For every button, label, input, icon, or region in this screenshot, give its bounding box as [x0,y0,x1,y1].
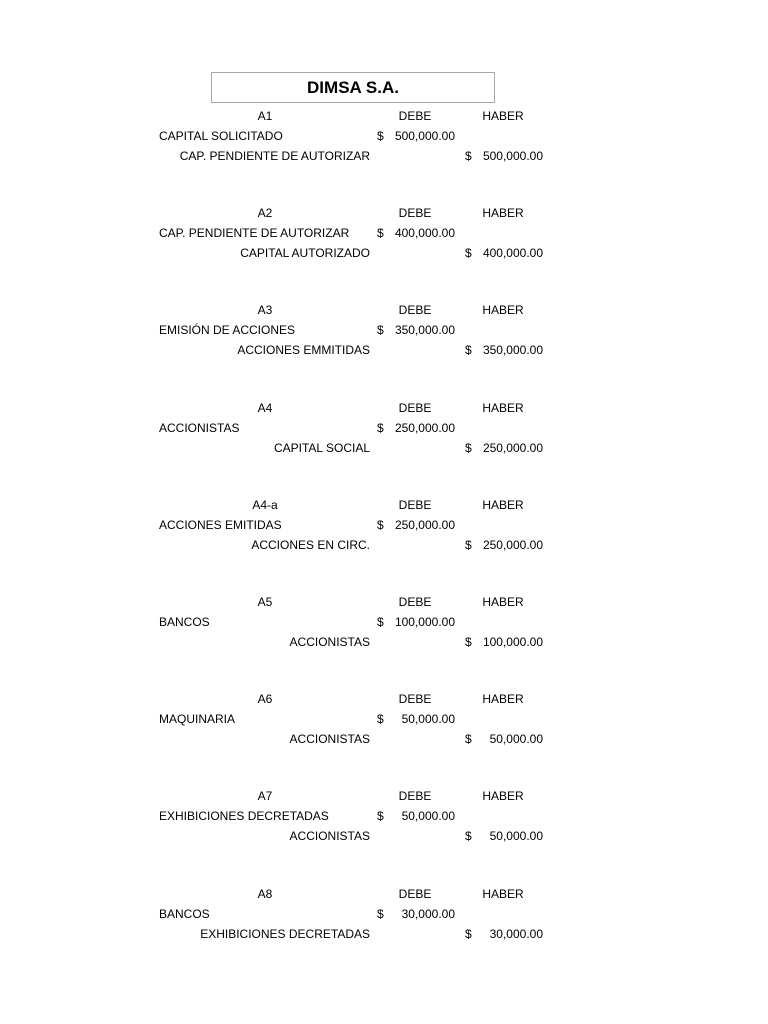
credit-amount: 100,000.00 [482,635,543,649]
debit-currency: $ [377,518,384,532]
journal-entry [0,303,768,363]
credit-currency: $ [465,732,472,746]
credit-currency: $ [465,246,472,260]
debit-amount: 50,000.00 [401,809,455,823]
journal-entry [0,887,768,947]
credit-amount: 350,000.00 [482,343,543,357]
haber-header: HABER [482,595,524,609]
entry-code: A2 [257,206,273,220]
credit-account: ACCIONISTAS [289,829,370,843]
credit-amount: 400,000.00 [482,246,543,260]
entry-code: A5 [257,595,273,609]
debit-account: CAPITAL SOLICITADO [159,129,283,143]
debit-currency: $ [377,907,384,921]
credit-amount: 50,000.00 [489,732,543,746]
credit-currency: $ [465,829,472,843]
entry-code: A8 [257,887,273,901]
credit-amount: 250,000.00 [482,441,543,455]
debit-account: BANCOS [159,615,210,629]
debit-amount: 350,000.00 [394,323,455,337]
credit-currency: $ [465,441,472,455]
credit-currency: $ [465,635,472,649]
journal-entry [0,109,768,169]
debe-header: DEBE [398,887,432,901]
credit-currency: $ [465,538,472,552]
credit-amount: 30,000.00 [489,927,543,941]
debit-account: BANCOS [159,907,210,921]
debit-currency: $ [377,323,384,337]
debe-header: DEBE [398,595,432,609]
debit-amount: 250,000.00 [394,421,455,435]
credit-account: CAPITAL AUTORIZADO [240,246,370,260]
credit-amount: 500,000.00 [482,149,543,163]
haber-header: HABER [482,303,524,317]
debit-amount: 30,000.00 [401,907,455,921]
haber-header: HABER [482,692,524,706]
debit-account: ACCIONISTAS [159,421,240,435]
debit-currency: $ [377,421,384,435]
debit-account: MAQUINARIA [159,712,236,726]
journal-entry [0,498,768,558]
haber-header: HABER [482,109,524,123]
debit-account: ACCIONES EMITIDAS [159,518,282,532]
haber-header: HABER [482,887,524,901]
haber-header: HABER [482,401,524,415]
credit-amount: 50,000.00 [489,829,543,843]
debit-amount: 50,000.00 [401,712,455,726]
haber-header: HABER [482,206,524,220]
credit-amount: 250,000.00 [482,538,543,552]
debe-header: DEBE [398,401,432,415]
entry-code: A6 [257,692,273,706]
entry-code: A4 [257,401,273,415]
debe-header: DEBE [398,109,432,123]
journal-entry [0,401,768,461]
debit-amount: 100,000.00 [394,615,455,629]
credit-account: ACCIONES EMMITIDAS [237,343,370,357]
haber-header: HABER [482,498,524,512]
credit-account: ACCIONISTAS [289,635,370,649]
debit-currency: $ [377,615,384,629]
credit-account: ACCIONISTAS [289,732,370,746]
journal-entry [0,692,768,752]
debe-header: DEBE [398,498,432,512]
debit-currency: $ [377,809,384,823]
debe-header: DEBE [398,692,432,706]
credit-currency: $ [465,927,472,941]
journal-entry [0,595,768,655]
entry-code: A4-a [252,498,278,512]
debe-header: DEBE [398,789,432,803]
journal-entry [0,206,768,266]
debe-header: DEBE [398,303,432,317]
entry-code: A7 [257,789,273,803]
credit-currency: $ [465,343,472,357]
debit-currency: $ [377,226,384,240]
debit-amount: 500,000.00 [394,129,455,143]
debit-currency: $ [377,712,384,726]
credit-currency: $ [465,149,472,163]
debe-header: DEBE [398,206,432,220]
debit-account: EXHIBICIONES DECRETADAS [159,809,329,823]
credit-account: CAP. PENDIENTE DE AUTORIZAR [179,149,370,163]
journal-entry [0,789,768,849]
credit-account: CAPITAL SOCIAL [273,441,370,455]
entry-code: A3 [257,303,273,317]
debit-amount: 250,000.00 [394,518,455,532]
haber-header: HABER [482,789,524,803]
debit-account: EMISIÓN DE ACCIONES [159,323,296,337]
company-title: DIMSA S.A. [211,72,495,103]
entry-code: A1 [257,109,273,123]
debit-account: CAP. PENDIENTE DE AUTORIZAR [159,226,350,240]
debit-currency: $ [377,129,384,143]
credit-account: EXHIBICIONES DECRETADAS [200,927,370,941]
credit-account: ACCIONES EN CIRC. [251,538,370,552]
debit-amount: 400,000.00 [394,226,455,240]
